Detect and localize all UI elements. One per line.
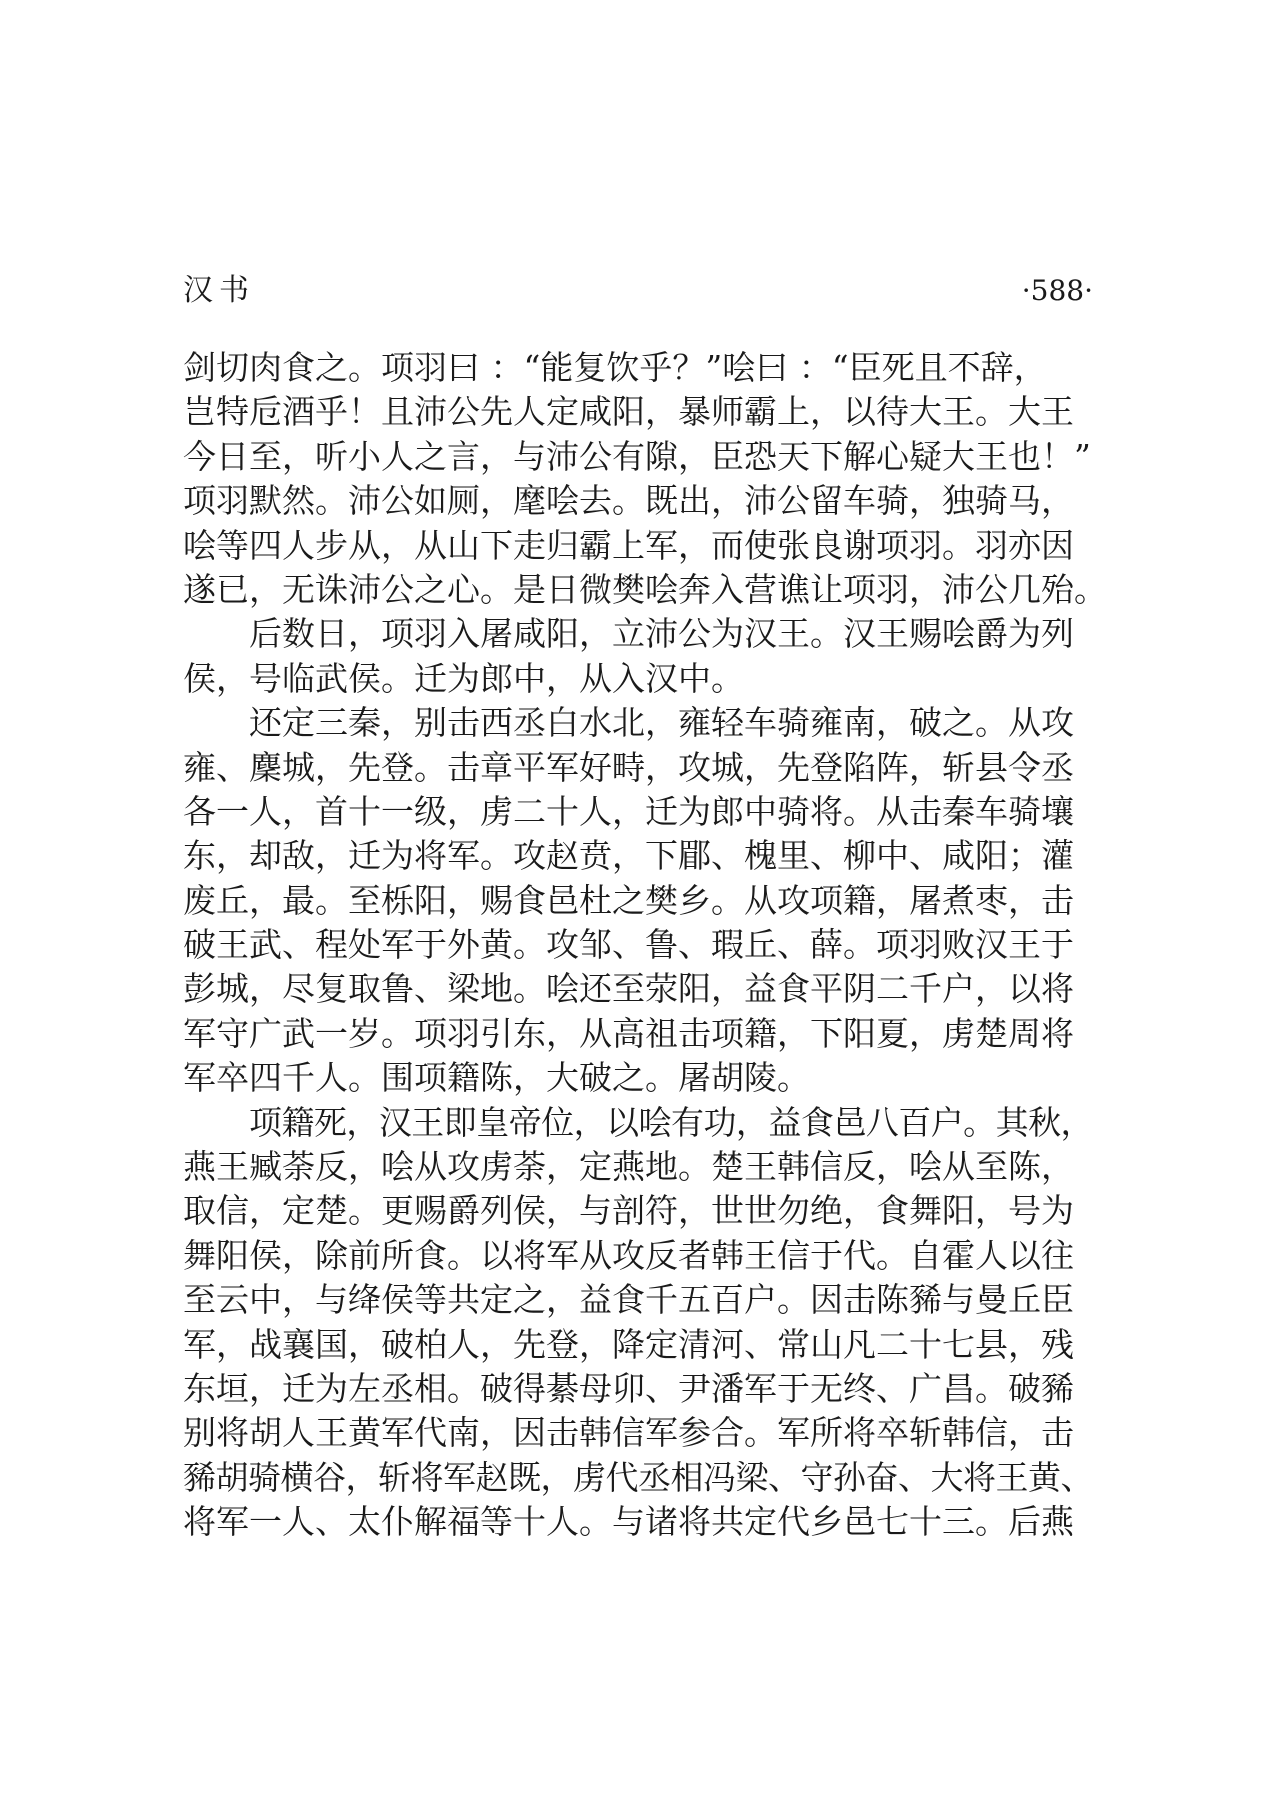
text-line: 侯，号临武侯。迁为郎中，从入汉中。 <box>183 658 744 698</box>
text-line: 豨胡骑横谷，斩将军赵既，虏代丞相冯梁、守孙奋、大将王黄、 <box>183 1457 1093 1497</box>
text-line: 后数日，项羽入屠咸阳，立沛公为汉王。汉王赐哙爵为列 <box>249 614 1074 654</box>
text-line: 东垣，迁为左丞相。破得綦母卯、尹潘军于无终、广昌。破豨 <box>183 1368 1074 1408</box>
text-line: 雍、麇城，先登。击章平军好畤，攻城，先登陷阵，斩县令丞 <box>183 747 1074 787</box>
text-line: 军，战襄国，破柏人，先登，降定清河、常山凡二十七县，残 <box>183 1324 1074 1364</box>
body-text <box>183 346 1107 1545</box>
text-line: 军卒四千人。围项籍陈，大破之。屠胡陵。 <box>183 1058 810 1098</box>
book-title: 汉书 <box>183 273 255 308</box>
page-number: ·588· <box>1021 274 1093 307</box>
text-line: 还定三秦，别击西丞白水北，雍轻车骑雍南，破之。从攻 <box>249 703 1074 743</box>
text-line: 舞阳侯，除前所食。以将军从攻反者韩王信于代。自霍人以往 <box>183 1235 1074 1275</box>
text-line: 别将胡人王黄军代南，因击韩信军参合。军所将卒斩韩信，击 <box>183 1413 1074 1453</box>
text-line: 岂特卮酒乎！且沛公先人定咸阳，暴师霸上，以待大王。大王 <box>183 392 1074 432</box>
text-line: 遂已，无诛沛公之心。是日微樊哙奔入营谯让项羽，沛公几殆。 <box>183 569 1107 609</box>
text-line: 彭城，尽复取鲁、梁地。哙还至荥阳，益食平阴二千户，以将 <box>183 969 1074 1009</box>
text-line: 将军一人、太仆解福等十人。与诸将共定代乡邑七十三。后燕 <box>183 1502 1074 1542</box>
text-line: 项籍死，汉王即皇帝位，以哙有功，益食邑八百户。其秋， <box>249 1102 1094 1142</box>
text-line: 今日至，听小人之言，与沛公有隙，臣恐天下解心疑大王也！” <box>183 436 1091 476</box>
text-line: 项羽默然。沛公如厕，麾哙去。既出，沛公留车骑，独骑马， <box>183 481 1074 521</box>
text-line: 军守广武一岁。项羽引东，从高祖击项籍，下阳夏，虏楚周将 <box>183 1013 1074 1053</box>
text-line: 各一人，首十一级，虏二十人，迁为郎中骑将。从击秦车骑壤 <box>183 791 1074 831</box>
text-line: 燕王臧荼反，哙从攻虏荼，定燕地。楚王韩信反，哙从至陈， <box>183 1147 1074 1187</box>
page-header <box>183 268 1093 314</box>
text-line: 哙等四人步从，从山下走归霸上军，而使张良谢项羽。羽亦因 <box>183 525 1074 565</box>
text-line: 破王武、程处军于外黄。攻邹、鲁、瑕丘、薛。项羽败汉王于 <box>183 925 1074 965</box>
text-line: 至云中，与绛侯等共定之，益食千五百户。因击陈豨与曼丘臣 <box>183 1280 1074 1320</box>
text-line: 东，却敌，迁为将军。攻赵贲，下郿、槐里、柳中、咸阳；灌 <box>183 836 1074 876</box>
text-line: 剑切肉食之。项羽曰 ：“能复饮乎？”哙曰 ：“臣死且不辞， <box>183 348 1047 387</box>
text-line: 废丘，最。至栎阳，赐食邑杜之樊乡。从攻项籍，屠煮枣，击 <box>183 880 1074 920</box>
text-line: 取信，定楚。更赐爵列侯，与剖符，世世勿绝，食舞阳，号为 <box>183 1191 1074 1231</box>
